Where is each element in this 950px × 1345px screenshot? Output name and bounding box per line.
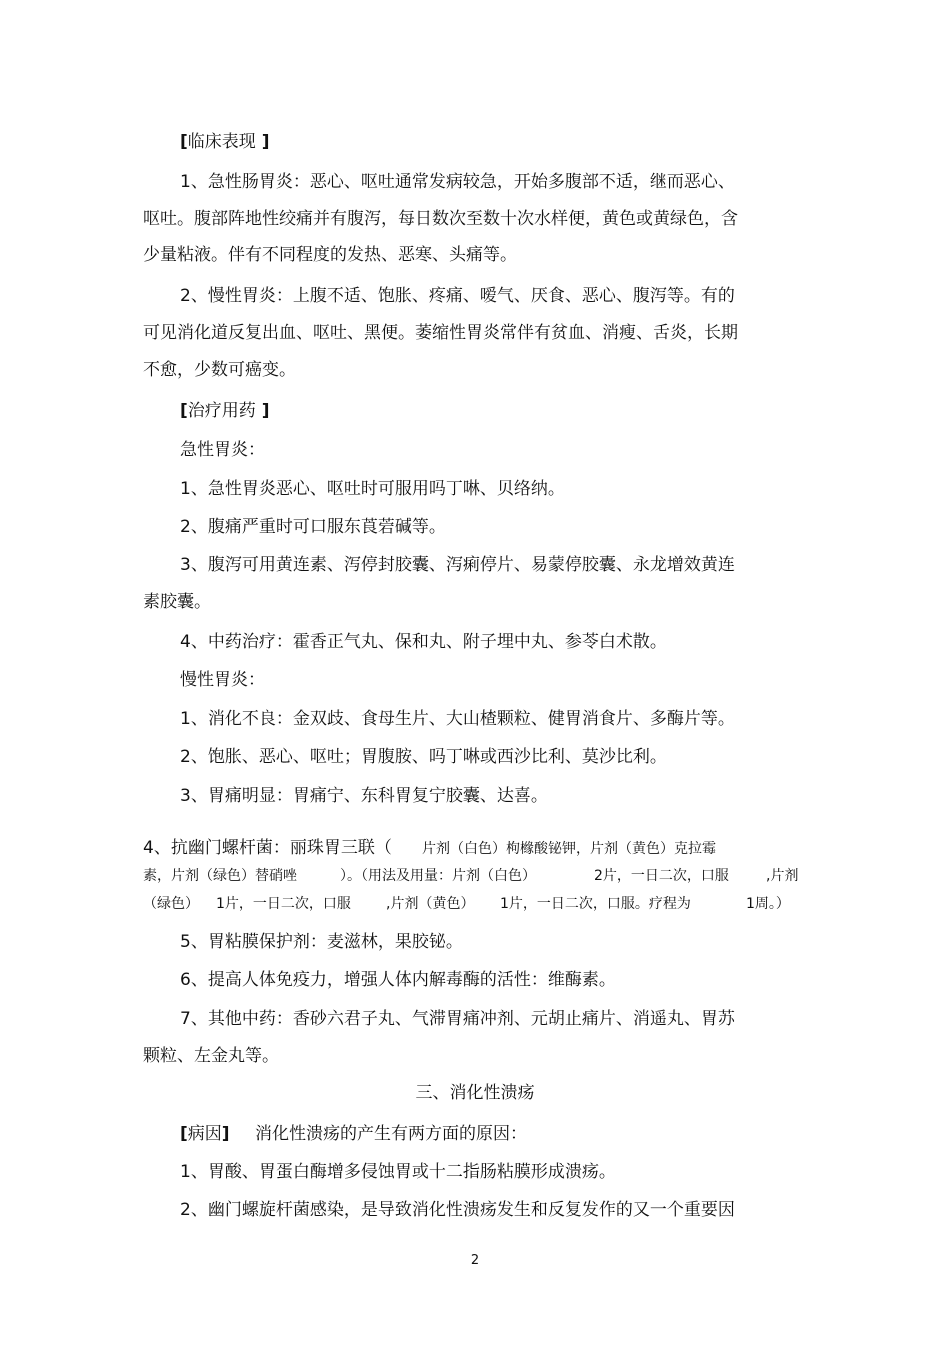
- section-title-ulcer: 三、消化性溃疡: [415, 1083, 535, 1103]
- drug-note: 2片，一日二次，口服: [594, 868, 729, 884]
- drug-note: 1片，一日二次，口服。疗程为: [500, 896, 691, 912]
- drug-note: （绿色）: [143, 896, 199, 912]
- drug-note: ,片剂（黄色）: [386, 896, 475, 912]
- list-item: 2、幽门螺旋杆菌感染，是导致消化性溃疡发生和反复发作的又一个重要因: [180, 1200, 735, 1220]
- drug-note: ）。（用法及用量：片剂（白色）: [340, 868, 536, 884]
- drug-note: 片剂（白色）枸橼酸铋钾，片剂（黄色）克拉霉: [422, 841, 716, 857]
- list-item: 1、胃酸、胃蛋白酶增多侵蚀胃或十二指肠粘膜形成溃疡。: [180, 1162, 616, 1182]
- page-number: 2: [470, 1253, 480, 1268]
- paragraph-line: 不愈，少数可癌变。: [143, 360, 296, 380]
- list-item: 3、腹泻可用黄连素、泻停封胶囊、泻痢停片、易蒙停胶囊、永龙增效黄连: [180, 555, 735, 575]
- drug-note: 1周。）: [746, 896, 790, 912]
- section-heading-clinical: [临床表现 ]: [180, 132, 270, 152]
- paragraph-line: 少量粘液。伴有不同程度的发热、恶寒、头痛等。: [143, 245, 517, 265]
- list-item: 3、胃痛明显：胃痛宁、东科胃复宁胶囊、达喜。: [180, 786, 548, 806]
- list-item: 1、急性胃炎恶心、呕吐时可服用吗丁啉、贝络纳。: [180, 479, 565, 499]
- list-item: 5、胃粘膜保护剂：麦滋林，果胶铋。: [180, 932, 463, 952]
- list-item: 2、腹痛严重时可口服东莨菪碱等。: [180, 517, 446, 537]
- list-item: 1、消化不良：金双歧、食母生片、大山楂颗粒、健胃消食片、多酶片等。: [180, 709, 735, 729]
- subheading-acute: 急性胃炎：: [180, 440, 265, 460]
- paragraph-line: 1、急性肠胃炎：恶心、呕吐通常发病较急，开始多腹部不适，继而恶心、: [180, 172, 735, 192]
- list-item: 颗粒、左金丸等。: [143, 1046, 279, 1066]
- cause-description: 消化性溃疡的产生有两方面的原因：: [255, 1124, 527, 1144]
- list-item: 素胶囊。: [143, 592, 211, 612]
- list-item: 2、饱胀、恶心、呕吐；胃腹胺、吗丁啉或西沙比利、莫沙比利。: [180, 747, 667, 767]
- subheading-chronic: 慢性胃炎：: [180, 670, 265, 690]
- list-item-h-pylori: 4、抗幽门螺杆菌：丽珠胃三联（: [143, 838, 392, 858]
- section-heading-treatment: [治疗用药 ]: [180, 401, 270, 421]
- drug-note: 1片，一日二次，口服: [216, 896, 351, 912]
- cause-heading: [病因]: [180, 1124, 230, 1144]
- drug-note: 素，片剂（绿色）替硝唑: [143, 868, 297, 884]
- paragraph-line: 2、慢性胃炎：上腹不适、饱胀、疼痛、嗳气、厌食、恶心、腹泻等。有的: [180, 286, 735, 306]
- list-item: 4、中药治疗：霍香正气丸、保和丸、附子埋中丸、参苓白术散。: [180, 632, 667, 652]
- drug-note: ,片剂: [766, 868, 799, 884]
- paragraph-line: 可见消化道反复出血、呕吐、黑便。萎缩性胃炎常伴有贫血、消瘦、舌炎，长期: [143, 323, 738, 343]
- paragraph-line: 呕吐。腹部阵地性绞痛并有腹泻，每日数次至数十次水样便，黄色或黄绿色，含: [143, 209, 738, 229]
- list-item: 6、提高人体免疫力，增强人体内解毒酶的活性：维酶素。: [180, 970, 616, 990]
- list-item: 7、其他中药：香砂六君子丸、气滞胃痛冲剂、元胡止痛片、消遥丸、胃苏: [180, 1009, 735, 1029]
